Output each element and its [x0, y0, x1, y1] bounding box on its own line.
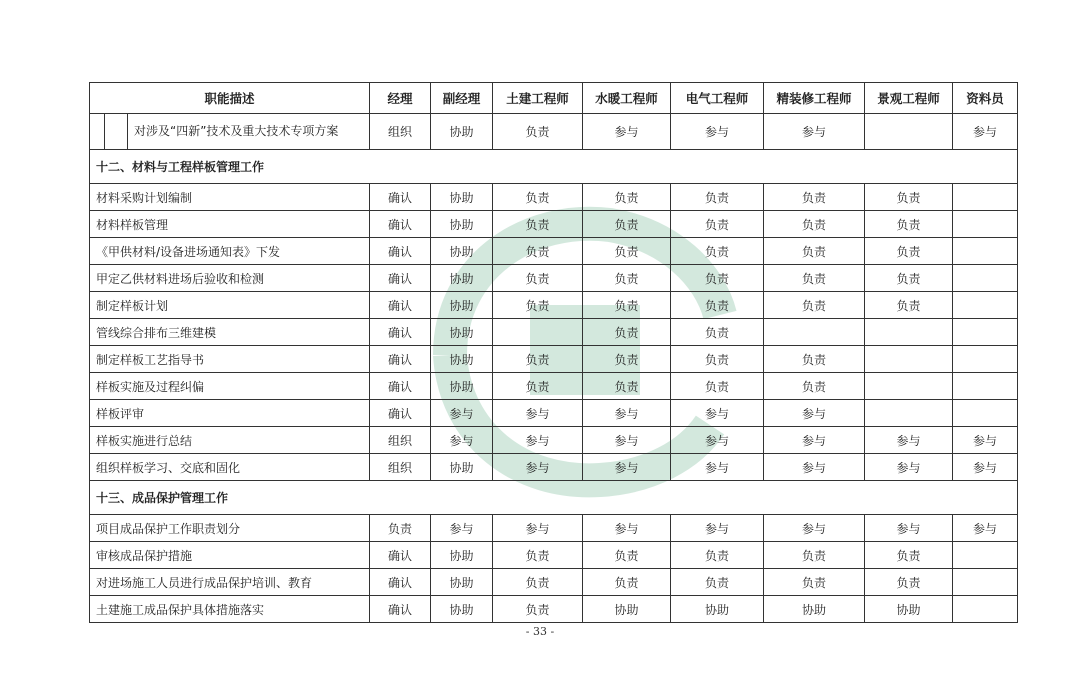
table-row [90, 211, 1018, 238]
role-cell: 协助 [431, 319, 493, 346]
role-cell: 确认 [370, 238, 431, 265]
role-cell: 负责 [671, 265, 764, 292]
task-description: 样板实施进行总结 [90, 427, 370, 454]
role-cell: 确认 [370, 184, 431, 211]
role-cell: 负责 [671, 211, 764, 238]
role-cell: 参与 [493, 515, 583, 542]
role-cell: 负责 [493, 265, 583, 292]
role-cell: 确认 [370, 400, 431, 427]
role-cell [953, 319, 1018, 346]
role-cell: 协助 [431, 184, 493, 211]
role-cell: 协助 [431, 542, 493, 569]
table-row [90, 515, 1018, 542]
role-cell [953, 292, 1018, 319]
role-cell: 组织 [370, 427, 431, 454]
role-cell: 参与 [764, 114, 865, 150]
section-row [90, 481, 1018, 515]
header-cell: 景观工程师 [865, 83, 953, 114]
role-cell: 负责 [583, 346, 671, 373]
table-row [90, 292, 1018, 319]
role-cell: 负责 [583, 373, 671, 400]
role-cell: 参与 [953, 427, 1018, 454]
role-cell [865, 114, 953, 150]
role-cell: 负责 [671, 373, 764, 400]
role-cell: 参与 [671, 427, 764, 454]
role-cell: 参与 [865, 515, 953, 542]
role-cell: 负责 [865, 265, 953, 292]
role-cell [865, 400, 953, 427]
task-description: 制定样板工艺指导书 [90, 346, 370, 373]
role-cell: 参与 [493, 454, 583, 481]
role-cell: 参与 [431, 515, 493, 542]
role-cell: 参与 [671, 400, 764, 427]
role-cell: 负责 [764, 265, 865, 292]
role-cell: 负责 [764, 373, 865, 400]
header-cell: 职能描述 [90, 83, 370, 114]
role-cell: 参与 [583, 515, 671, 542]
table-row [90, 265, 1018, 292]
role-cell: 负责 [493, 346, 583, 373]
role-cell: 负责 [493, 238, 583, 265]
role-cell: 参与 [764, 454, 865, 481]
role-cell: 参与 [493, 400, 583, 427]
role-cell: 负责 [764, 211, 865, 238]
role-cell: 负责 [493, 292, 583, 319]
role-cell: 负责 [370, 515, 431, 542]
role-cell: 协助 [764, 596, 865, 623]
role-cell: 负责 [583, 184, 671, 211]
table-row [90, 569, 1018, 596]
role-cell: 协助 [431, 596, 493, 623]
role-cell: 参与 [583, 400, 671, 427]
role-cell: 协助 [865, 596, 953, 623]
role-cell: 协助 [431, 454, 493, 481]
table-row [90, 184, 1018, 211]
role-cell: 负责 [764, 542, 865, 569]
role-cell: 协助 [431, 292, 493, 319]
task-description: 管线综合排布三维建模 [90, 319, 370, 346]
role-cell: 确认 [370, 265, 431, 292]
role-cell: 负责 [671, 319, 764, 346]
role-cell [493, 319, 583, 346]
role-cell: 协助 [431, 238, 493, 265]
role-cell [953, 596, 1018, 623]
role-cell: 负责 [671, 184, 764, 211]
indent-stub [105, 114, 128, 149]
role-cell [953, 373, 1018, 400]
table-row [90, 238, 1018, 265]
role-cell: 组织 [370, 454, 431, 481]
role-cell: 负责 [764, 238, 865, 265]
role-cell: 协助 [583, 596, 671, 623]
indent-stub [90, 114, 105, 149]
table-row [90, 373, 1018, 400]
page-number: - 33 - [525, 625, 555, 638]
table-row [90, 542, 1018, 569]
role-cell: 确认 [370, 373, 431, 400]
task-description: 甲定乙供材料进场后验收和检测 [90, 265, 370, 292]
table-row [90, 319, 1018, 346]
task-description-text: 对涉及“四新”技术及重大技术专项方案 [134, 124, 339, 138]
header-cell: 水暖工程师 [583, 83, 671, 114]
task-description: 土建施工成品保护具体措施落实 [90, 596, 370, 623]
role-cell: 负责 [671, 542, 764, 569]
role-cell [865, 346, 953, 373]
header-cell: 资料员 [953, 83, 1018, 114]
header-cell: 电气工程师 [671, 83, 764, 114]
role-cell: 负责 [671, 292, 764, 319]
role-cell: 协助 [671, 596, 764, 623]
role-cell [953, 542, 1018, 569]
task-description: 审核成品保护措施 [90, 542, 370, 569]
role-cell: 负责 [764, 346, 865, 373]
role-cell: 参与 [764, 427, 865, 454]
section-row [90, 150, 1018, 184]
task-description: 组织样板学习、交底和固化 [90, 454, 370, 481]
table-row [90, 454, 1018, 481]
role-cell [764, 319, 865, 346]
role-cell: 负责 [764, 184, 865, 211]
table-row [90, 400, 1018, 427]
role-cell: 负责 [493, 184, 583, 211]
section-title: 十三、成品保护管理工作 [90, 481, 1018, 515]
role-cell: 负责 [493, 211, 583, 238]
role-cell: 确认 [370, 211, 431, 238]
role-cell: 负责 [764, 569, 865, 596]
role-cell: 负责 [493, 114, 583, 150]
task-description: 样板评审 [90, 400, 370, 427]
role-cell: 确认 [370, 346, 431, 373]
role-cell: 负责 [865, 569, 953, 596]
role-cell: 组织 [370, 114, 431, 150]
role-cell: 协助 [431, 265, 493, 292]
role-cell: 负责 [493, 569, 583, 596]
role-cell [953, 346, 1018, 373]
task-description: 对进场施工人员进行成品保护培训、教育 [90, 569, 370, 596]
header-cell: 副经理 [431, 83, 493, 114]
role-cell [953, 569, 1018, 596]
role-cell: 参与 [583, 114, 671, 150]
task-description: 样板实施及过程纠偏 [90, 373, 370, 400]
role-cell: 负责 [583, 542, 671, 569]
role-cell [865, 319, 953, 346]
role-cell [953, 238, 1018, 265]
role-cell [953, 211, 1018, 238]
role-cell: 参与 [671, 114, 764, 150]
role-cell: 负责 [583, 319, 671, 346]
role-cell: 参与 [431, 400, 493, 427]
role-cell: 参与 [764, 515, 865, 542]
role-cell [953, 265, 1018, 292]
responsibility-table [89, 82, 1018, 623]
role-cell: 负责 [865, 238, 953, 265]
role-cell: 确认 [370, 542, 431, 569]
role-cell: 参与 [583, 427, 671, 454]
role-cell: 参与 [953, 515, 1018, 542]
role-cell: 参与 [493, 427, 583, 454]
role-cell: 协助 [431, 346, 493, 373]
role-cell: 负责 [671, 238, 764, 265]
role-cell: 参与 [865, 454, 953, 481]
role-cell [953, 400, 1018, 427]
role-cell: 负责 [865, 184, 953, 211]
header-cell: 土建工程师 [493, 83, 583, 114]
task-description: 材料采购计划编制 [90, 184, 370, 211]
role-cell: 协助 [431, 569, 493, 596]
role-cell: 参与 [671, 454, 764, 481]
role-cell: 协助 [431, 373, 493, 400]
role-cell: 负责 [671, 346, 764, 373]
role-cell: 负责 [583, 211, 671, 238]
role-cell: 参与 [953, 454, 1018, 481]
role-cell: 参与 [431, 427, 493, 454]
header-cell: 经理 [370, 83, 431, 114]
role-cell: 协助 [431, 211, 493, 238]
table-row [90, 346, 1018, 373]
role-cell: 参与 [764, 400, 865, 427]
role-cell: 负责 [671, 569, 764, 596]
role-cell: 负责 [583, 265, 671, 292]
role-cell: 确认 [370, 569, 431, 596]
role-cell: 负责 [493, 596, 583, 623]
task-description [90, 114, 370, 150]
table-row [90, 427, 1018, 454]
role-cell: 负责 [583, 238, 671, 265]
table-row [90, 596, 1018, 623]
task-description: 制定样板计划 [90, 292, 370, 319]
role-cell: 负责 [865, 292, 953, 319]
task-description: 材料样板管理 [90, 211, 370, 238]
role-cell: 协助 [431, 114, 493, 150]
role-cell: 参与 [671, 515, 764, 542]
header-row [90, 83, 1018, 114]
role-cell: 负责 [865, 211, 953, 238]
role-cell: 负责 [493, 542, 583, 569]
role-cell: 确认 [370, 596, 431, 623]
role-cell: 负责 [493, 373, 583, 400]
header-cell: 精装修工程师 [764, 83, 865, 114]
role-cell: 负责 [583, 569, 671, 596]
section-title: 十二、材料与工程样板管理工作 [90, 150, 1018, 184]
role-cell [953, 184, 1018, 211]
role-cell: 确认 [370, 292, 431, 319]
role-cell: 参与 [953, 114, 1018, 150]
task-description: 《甲供材料/设备进场通知表》下发 [90, 238, 370, 265]
role-cell [865, 373, 953, 400]
role-cell: 负责 [583, 292, 671, 319]
role-cell: 负责 [865, 542, 953, 569]
table-row [90, 114, 1018, 150]
role-cell: 负责 [764, 292, 865, 319]
role-cell: 参与 [583, 454, 671, 481]
role-cell: 确认 [370, 319, 431, 346]
role-cell: 参与 [865, 427, 953, 454]
task-description: 项目成品保护工作职责划分 [90, 515, 370, 542]
